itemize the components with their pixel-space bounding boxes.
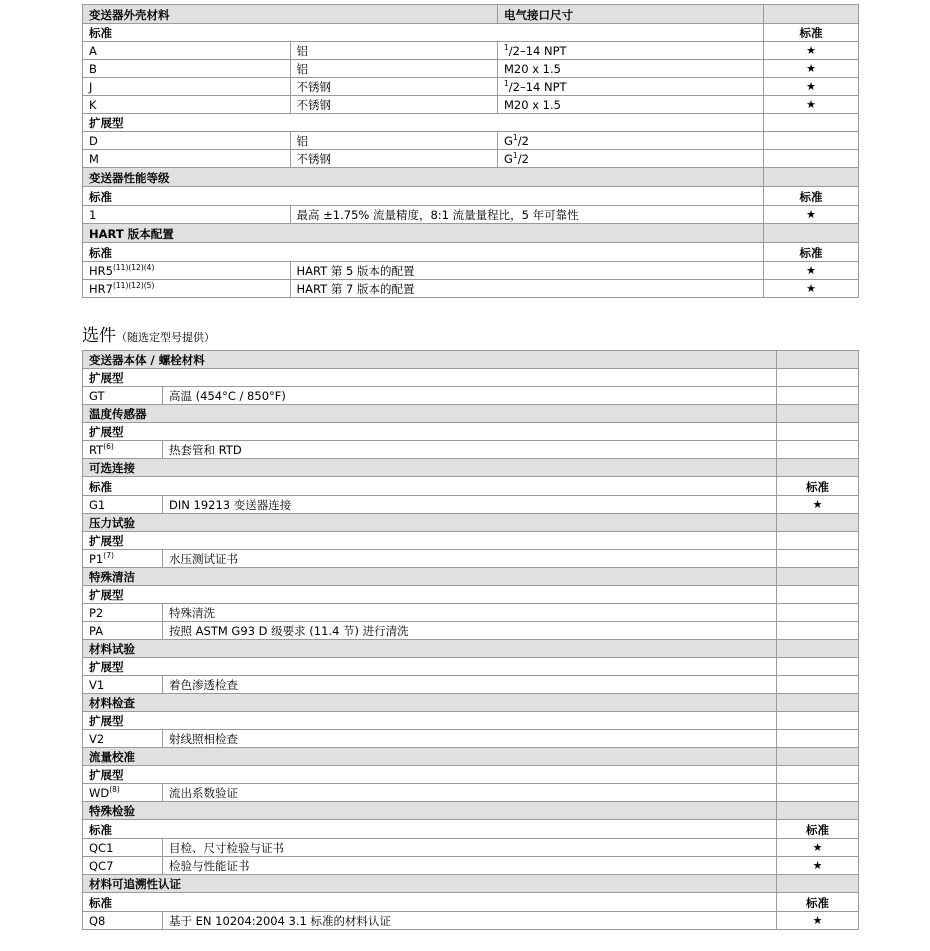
section-header-row — [83, 640, 859, 658]
conduit-size: $^1$/2–14 NPT — [498, 78, 764, 96]
table-row — [83, 42, 859, 60]
standard-star-icon: ★ — [764, 42, 859, 60]
subheader-row — [83, 477, 859, 496]
standard-column-label: 标准 — [764, 187, 859, 206]
option-desc: 高温 (454°C / 850°F) — [163, 387, 777, 405]
option-desc: 检验与性能证书 — [163, 857, 777, 875]
options-title: 选件 — [82, 326, 116, 346]
extended-label: 扩展型 — [83, 114, 764, 132]
standard-star-icon: ★ — [777, 857, 859, 875]
extended-label: 扩展型 — [83, 423, 777, 441]
conduit-size: $^1$/2–14 NPT — [498, 42, 764, 60]
subheader-row — [83, 532, 859, 550]
table-row — [83, 604, 859, 622]
standard-label: 标准 — [83, 243, 764, 262]
section-header-row — [83, 351, 859, 369]
option-desc: 射线照相检查 — [163, 730, 777, 748]
option-desc: 不锈钢 — [290, 78, 498, 96]
standard-label: 标准 — [83, 820, 777, 839]
option-desc: 不锈钢 — [290, 96, 498, 114]
subheader-row — [83, 658, 859, 676]
option-desc: 基于 EN 10204:2004 3.1 标准的材料认证 — [163, 912, 777, 930]
option-code: $HR7^{(11)(12)(5)}$ — [83, 280, 291, 298]
table-row — [83, 150, 859, 168]
standard-star-icon: ★ — [777, 496, 859, 514]
option-desc: 特殊清洗 — [163, 604, 777, 622]
subheader-row — [83, 820, 859, 839]
option-code: GT — [83, 387, 163, 405]
subheader-row — [83, 423, 859, 441]
option-desc: DIN 19213 变送器连接 — [163, 496, 777, 514]
option-desc: HART 第 7 版本的配置 — [290, 280, 764, 298]
special-inspection-header: 特殊检验 — [83, 802, 777, 820]
table-row — [83, 96, 859, 114]
performance-class-header: 变送器性能等级 — [83, 168, 764, 187]
option-code: QC1 — [83, 839, 163, 857]
option-desc: 着色渗透检查 — [163, 676, 777, 694]
option-code: 1 — [83, 206, 291, 224]
subheader-row — [83, 369, 859, 387]
section-header-row — [83, 405, 859, 423]
standard-column-label: 标准 — [764, 243, 859, 262]
material-inspection-header: 材料检查 — [83, 694, 777, 712]
body-bolt-material-header: 变送器本体 / 螺栓材料 — [83, 351, 777, 369]
conduit-size: $G^1/2$ — [498, 132, 764, 150]
option-desc: 热套管和 RTD — [163, 441, 777, 459]
subheader-row — [83, 766, 859, 784]
table-row — [83, 676, 859, 694]
extended-label: 扩展型 — [83, 532, 777, 550]
option-desc: 流出系数验证 — [163, 784, 777, 802]
subheader-row — [83, 893, 859, 912]
option-code: J — [83, 78, 291, 96]
option-desc: 铝 — [290, 132, 498, 150]
subheader-row — [83, 712, 859, 730]
table-row — [83, 132, 859, 150]
option-code: B — [83, 60, 291, 78]
options-title-note: （随选定型号提供） — [116, 331, 215, 344]
hart-revision-header: HART 版本配置 — [83, 224, 764, 243]
conduit-size-header: 电气接口尺寸 — [498, 5, 764, 24]
standard-star-icon: ★ — [764, 280, 859, 298]
option-code: $HR5^{(11)(12)(4)}$ — [83, 262, 291, 280]
option-code: PA — [83, 622, 163, 640]
standard-column-label: 标准 — [777, 477, 859, 496]
option-code: QC7 — [83, 857, 163, 875]
optional-connection-header: 可选连接 — [83, 459, 777, 477]
table-row — [83, 839, 859, 857]
housing-spec-table — [82, 4, 859, 298]
extended-label: 扩展型 — [83, 712, 777, 730]
table-row — [83, 206, 859, 224]
options-table — [82, 350, 859, 930]
option-desc: 目检、尺寸检验与证书 — [163, 839, 777, 857]
standard-label: 标准 — [83, 24, 764, 42]
standard-star-icon: ★ — [764, 96, 859, 114]
section-header-row — [83, 875, 859, 893]
subheader-row — [83, 24, 859, 42]
options-section-title — [82, 325, 215, 349]
option-desc: 铝 — [290, 60, 498, 78]
table-row — [83, 784, 859, 802]
option-desc: 铝 — [290, 42, 498, 60]
table-row — [83, 280, 859, 298]
table-row — [83, 496, 859, 514]
option-code: D — [83, 132, 291, 150]
standard-star-icon: ★ — [764, 262, 859, 280]
section-header-row — [83, 802, 859, 820]
table-row — [83, 912, 859, 930]
section-header-row — [83, 694, 859, 712]
standard-column-label: 标准 — [777, 820, 859, 839]
option-code: V2 — [83, 730, 163, 748]
subheader-row — [83, 114, 859, 132]
extended-label: 扩展型 — [83, 658, 777, 676]
material-test-header: 材料试验 — [83, 640, 777, 658]
table-row — [83, 387, 859, 405]
section-header-row — [83, 514, 859, 532]
subheader-row — [83, 586, 859, 604]
standard-star-icon: ★ — [777, 839, 859, 857]
table-row — [83, 78, 859, 96]
table-row — [83, 730, 859, 748]
flow-calibration-header: 流量校准 — [83, 748, 777, 766]
special-cleaning-header: 特殊清洁 — [83, 568, 777, 586]
standard-label: 标准 — [83, 893, 777, 912]
option-code: M — [83, 150, 291, 168]
extended-label: 扩展型 — [83, 766, 777, 784]
table-row — [83, 441, 859, 459]
standard-column-label: 标准 — [777, 893, 859, 912]
conduit-size: M20 x 1.5 — [498, 60, 764, 78]
option-desc: 最高 ±1.75% 流量精度，8:1 流量量程比，5 年可靠性 — [290, 206, 764, 224]
standard-star-icon: ★ — [764, 60, 859, 78]
conduit-size: M20 x 1.5 — [498, 96, 764, 114]
table-row — [83, 857, 859, 875]
temperature-sensor-header: 温度传感器 — [83, 405, 777, 423]
pressure-test-header: 压力试验 — [83, 514, 777, 532]
option-desc: 水压测试证书 — [163, 550, 777, 568]
option-code: RT$^{(6)}$ — [83, 441, 163, 459]
table-row — [83, 550, 859, 568]
table-row — [83, 262, 859, 280]
option-code: WD$^{(8)}$ — [83, 784, 163, 802]
option-code: P2 — [83, 604, 163, 622]
standard-star-icon: ★ — [777, 912, 859, 930]
extended-label: 扩展型 — [83, 369, 777, 387]
section-header-row — [83, 168, 859, 187]
table-header-row — [83, 5, 859, 24]
option-code: Q8 — [83, 912, 163, 930]
section-header-row — [83, 748, 859, 766]
option-desc: HART 第 5 版本的配置 — [290, 262, 764, 280]
subheader-row — [83, 243, 859, 262]
table-row — [83, 60, 859, 78]
housing-material-header: 变送器外壳材料 — [83, 5, 498, 24]
option-code: G1 — [83, 496, 163, 514]
option-desc: 按照 ASTM G93 D 级要求 (11.4 节) 进行清洗 — [163, 622, 777, 640]
section-header-row — [83, 224, 859, 243]
standard-label: 标准 — [83, 187, 764, 206]
traceability-header: 材料可追溯性认证 — [83, 875, 777, 893]
option-code: K — [83, 96, 291, 114]
option-code: P1$^{(7)}$ — [83, 550, 163, 568]
option-desc: 不锈钢 — [290, 150, 498, 168]
section-header-row — [83, 568, 859, 586]
standard-star-icon: ★ — [764, 78, 859, 96]
option-code: A — [83, 42, 291, 60]
option-code: V1 — [83, 676, 163, 694]
standard-column-label: 标准 — [764, 24, 859, 42]
standard-star-icon: ★ — [764, 206, 859, 224]
conduit-size: $G^1/2$ — [498, 150, 764, 168]
table-row — [83, 622, 859, 640]
extended-label: 扩展型 — [83, 586, 777, 604]
standard-label: 标准 — [83, 477, 777, 496]
subheader-row — [83, 187, 859, 206]
section-header-row — [83, 459, 859, 477]
